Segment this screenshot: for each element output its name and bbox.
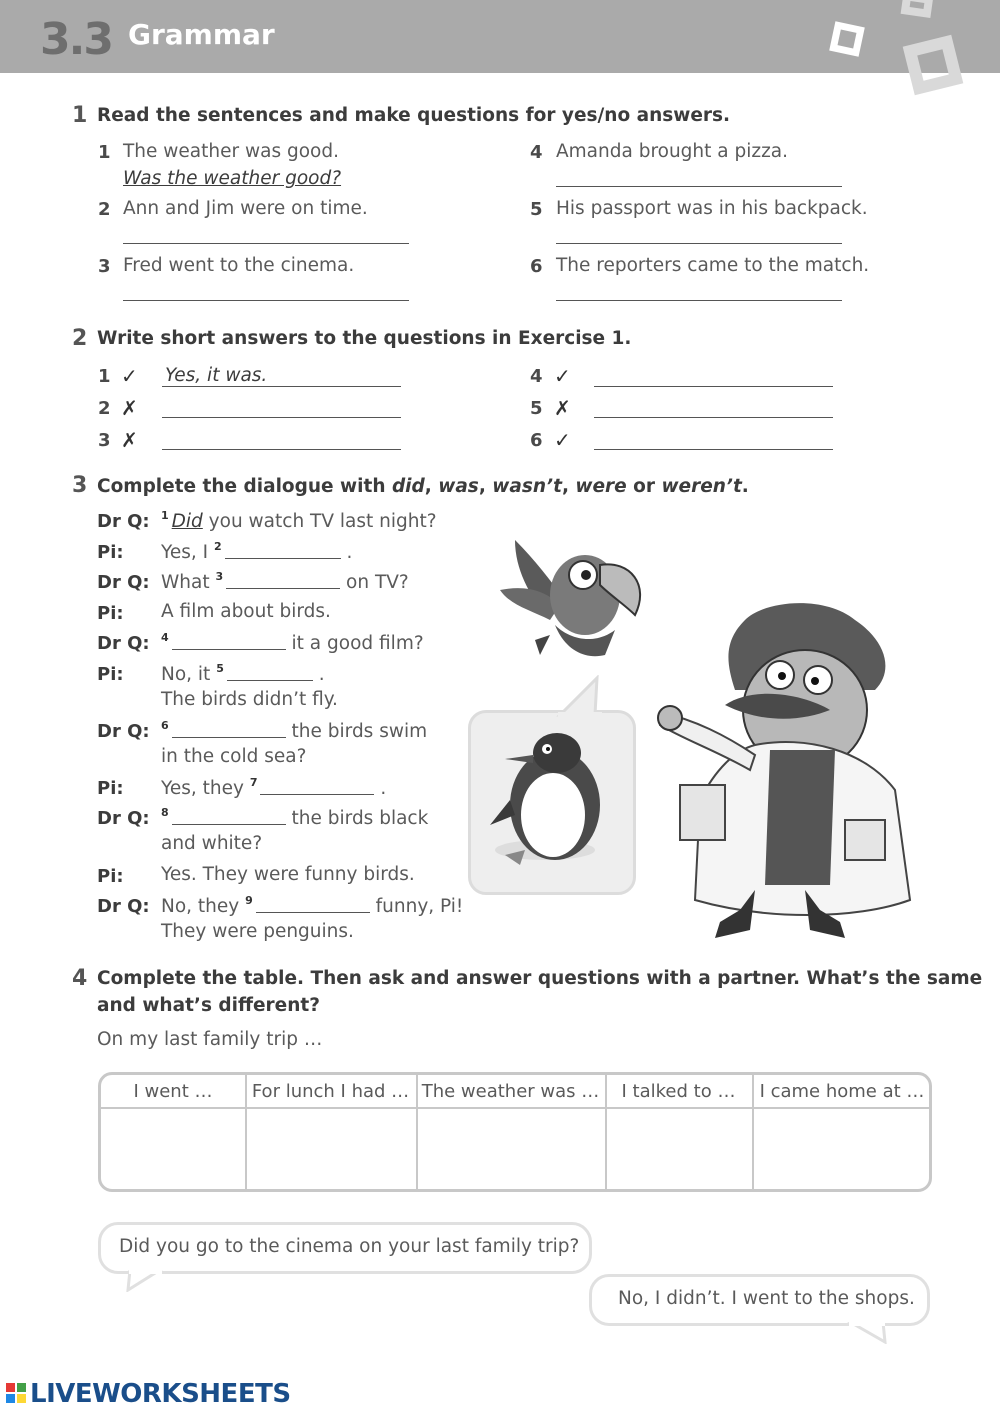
- table-input-cell[interactable]: [754, 1111, 932, 1191]
- speaker-label: Dr Q:: [97, 572, 150, 593]
- dialogue-line-continued: The birds didn’t fly.: [161, 689, 338, 710]
- dialogue-line: No, they $^9$ funny, Pi!: [161, 894, 464, 917]
- ex1-item-number: 6: [530, 256, 543, 277]
- dialogue-line: Yes, they $^7$ .: [161, 776, 387, 799]
- ex2-item-number: 2: [98, 398, 111, 419]
- ex1-item-text: Ann and Jim were on time.: [123, 198, 368, 219]
- speaker-label: Dr Q:: [97, 633, 150, 654]
- answer-speech-bubble: [589, 1274, 930, 1326]
- exercise-3-number: 3: [72, 473, 88, 498]
- ex2-answer-line[interactable]: [594, 417, 833, 418]
- family-trip-table: [98, 1072, 932, 1192]
- ex2-answer-line: [162, 386, 401, 387]
- ex2-answer-line[interactable]: [162, 417, 401, 418]
- ex1-item-number: 1: [98, 142, 111, 163]
- ex2-item-number: 5: [530, 398, 543, 419]
- exercise-2-number: 2: [72, 326, 88, 351]
- ex2-answer-line[interactable]: [594, 449, 833, 450]
- exercise-4-number: 4: [72, 966, 88, 991]
- dialogue-line-continued: in the cold sea?: [161, 746, 307, 767]
- decorative-square-icon: [903, 35, 964, 96]
- unit-title: Grammar: [128, 18, 275, 51]
- dialogue-line-continued: They were penguins.: [161, 921, 354, 942]
- ex1-item-text: His passport was in his backpack.: [556, 198, 868, 219]
- ex1-item-text: The weather was good.: [123, 141, 339, 162]
- dialogue-line: What $^3$ on TV?: [161, 570, 409, 593]
- dialogue-line: $^1$ Did you watch TV last night?: [161, 509, 437, 532]
- ex1-item-number: 2: [98, 199, 111, 220]
- answer-bubble-text: No, I didn’t. I went to the shops.: [618, 1288, 915, 1309]
- speaker-label: Pi:: [97, 603, 124, 624]
- tick-icon: ✓: [121, 364, 138, 388]
- dialogue-line: $^8$ the birds black: [161, 806, 429, 829]
- ex2-answer-line[interactable]: [162, 449, 401, 450]
- unit-number: 3.3: [40, 14, 112, 65]
- exercise-4-intro: On my last family trip …: [97, 1029, 323, 1050]
- exercise-4-title-line-1: Complete the table. Then ask and answer questions with a partner. What’s the same: [97, 968, 983, 989]
- dialogue-line: A film about birds.: [161, 601, 331, 622]
- unit-header: [0, 0, 1000, 73]
- speech-bubble-tail: [120, 1270, 170, 1292]
- exercise-1-number: 1: [72, 103, 88, 128]
- ex1-item-text: Fred went to the cinema.: [123, 255, 355, 276]
- speech-bubble-tail: [555, 675, 605, 717]
- table-input-cell[interactable]: [418, 1111, 605, 1191]
- ex1-item-number: 4: [530, 142, 543, 163]
- question-bubble-text: Did you go to the cinema on your last family trip?: [119, 1236, 580, 1257]
- cross-icon: ✗: [554, 396, 571, 420]
- exercise-4-title-line-2: and what’s different?: [97, 995, 320, 1016]
- dialogue-blank[interactable]: [225, 543, 341, 559]
- dialogue-line: $^6$ the birds swim: [161, 719, 428, 742]
- dialogue-blank[interactable]: [260, 779, 374, 795]
- table-header-cell: I talked to …: [621, 1081, 736, 1102]
- speech-bubble-tail: [845, 1322, 895, 1344]
- ex2-item-number: 3: [98, 430, 111, 451]
- ex2-example-answer: Yes, it was.: [165, 365, 268, 386]
- table-header-row: [101, 1075, 929, 1109]
- ex1-answer-line[interactable]: [556, 300, 842, 301]
- table-header-cell: For lunch I had …: [251, 1081, 410, 1102]
- question-speech-bubble: [98, 1222, 592, 1274]
- speaker-label: Pi:: [97, 866, 124, 887]
- tick-icon: ✓: [554, 364, 571, 388]
- table-input-cell[interactable]: [247, 1111, 416, 1191]
- ex1-answer-line[interactable]: [556, 243, 842, 244]
- ex2-item-number: 6: [530, 430, 543, 451]
- ex1-answer-line[interactable]: [123, 300, 409, 301]
- ex1-answer-line[interactable]: [123, 243, 409, 244]
- table-input-cell[interactable]: [101, 1111, 245, 1191]
- liveworksheets-logo[interactable]: LIVEWORKSHEETS: [30, 1379, 291, 1409]
- speaker-label: Pi:: [97, 778, 124, 799]
- dialogue-line-continued: and white?: [161, 833, 263, 854]
- ex1-item-number: 3: [98, 256, 111, 277]
- dialogue-blank[interactable]: [227, 665, 313, 681]
- ex1-item-number: 5: [530, 199, 543, 220]
- cross-icon: ✗: [121, 396, 138, 420]
- cross-icon: ✗: [121, 428, 138, 452]
- table-input-cell[interactable]: [607, 1111, 752, 1191]
- ex1-example-answer: Was the weather good?: [123, 168, 342, 189]
- table-header-cell: The weather was …: [421, 1081, 600, 1102]
- dialogue-blank[interactable]: [172, 809, 286, 825]
- dialogue-line: $^4$ it a good film?: [161, 631, 424, 654]
- dialogue-blank[interactable]: [226, 573, 340, 589]
- scientist-character-icon: [655, 600, 925, 950]
- speaker-label: Dr Q:: [97, 808, 150, 829]
- speaker-label: Dr Q:: [97, 896, 150, 917]
- decorative-square-icon: [829, 21, 865, 57]
- table-header-cell: I went …: [133, 1081, 213, 1102]
- ex2-item-number: 1: [98, 366, 111, 387]
- dialogue-line: Yes, I $^2$ .: [161, 540, 353, 563]
- ex1-answer-line[interactable]: [556, 186, 842, 187]
- speaker-label: Pi:: [97, 542, 124, 563]
- ex1-item-text: Amanda brought a pizza.: [556, 141, 789, 162]
- exercise-3-title: Complete the dialogue with did, was, wasn’t, were or weren’t.: [97, 476, 749, 497]
- ex2-item-number: 4: [530, 366, 543, 387]
- dialogue-line: Yes. They were funny birds.: [161, 864, 415, 885]
- ex2-answer-line[interactable]: [594, 386, 833, 387]
- decorative-square-icon: [901, 0, 934, 18]
- ex1-item-text: The reporters came to the match.: [556, 255, 870, 276]
- speaker-label: Dr Q:: [97, 721, 150, 742]
- dialogue-line: No, it $^5$ .: [161, 662, 325, 685]
- tick-icon: ✓: [554, 428, 571, 452]
- dialogue-blank[interactable]: [172, 722, 286, 738]
- dialogue-blank[interactable]: [256, 897, 370, 913]
- speaker-label: Pi:: [97, 664, 124, 685]
- speaker-label: Dr Q:: [97, 511, 150, 532]
- liveworksheets-logo-icon: [6, 1383, 26, 1403]
- dialogue-blank[interactable]: [172, 634, 286, 650]
- penguin-icon: [485, 725, 615, 875]
- exercise-2-title: Write short answers to the questions in Exercise 1.: [97, 328, 632, 349]
- table-header-cell: I came home at …: [759, 1081, 925, 1102]
- parrot-icon: [495, 530, 655, 665]
- exercise-1-title: Read the sentences and make questions for yes/no answers.: [97, 105, 731, 126]
